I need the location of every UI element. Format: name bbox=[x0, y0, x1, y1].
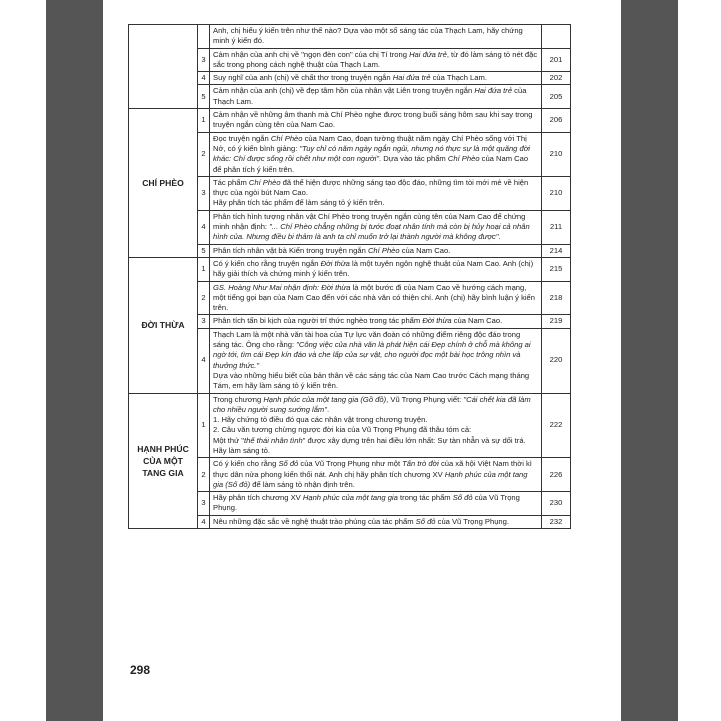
question-text bbox=[210, 210, 542, 244]
text-run: 1. Hãy chứng tỏ điều đó qua các nhân vật trong chương truyện. bbox=[213, 415, 428, 425]
question-text bbox=[210, 515, 542, 528]
italic-text: Số đỏ bbox=[278, 459, 299, 469]
text-run: . Dựa vào tác phẩm bbox=[379, 154, 448, 164]
italic-text: Tấn trò đời bbox=[402, 459, 439, 469]
italic-text: Hai đứa trẻ bbox=[392, 73, 431, 83]
question-number: 1 bbox=[198, 393, 210, 458]
text-run: , từ đó làm sáng tỏ nét đặc sắc trong phong cách nghệ thuật của Thạch Lam. bbox=[213, 49, 538, 69]
italic-text: Số đỏ bbox=[415, 516, 436, 526]
category-cell: ĐỜI THỪA bbox=[129, 257, 198, 393]
question-text bbox=[210, 328, 542, 393]
table-row bbox=[129, 257, 571, 281]
question-text bbox=[210, 132, 542, 176]
text-run: Có ý kiến cho rằng truyện ngắn bbox=[213, 258, 321, 268]
table-row bbox=[129, 393, 571, 458]
page-reference: 230 bbox=[542, 492, 571, 516]
contents-table bbox=[128, 24, 571, 529]
question-number: 4 bbox=[198, 72, 210, 85]
text-run: Cảm nhận về những âm thanh mà Chí Phèo nghe được trong buổi sáng hôm sau khi say trong truyện ngắn cùng tên của Nam Cao. bbox=[213, 110, 533, 130]
question-number: 2 bbox=[198, 281, 210, 315]
text-run: Cảm nhận của anh (chị) về đẹp tâm hồn của nhân vật Liên trong truyện ngắn bbox=[213, 86, 475, 96]
text-run: Anh, chị hiểu ý kiến trên như thế nào? Dựa vào một số sáng tác của Thạch Lam, hãy chứng minh ý kiến đó. bbox=[213, 26, 523, 46]
text-run: Suy nghĩ của anh (chị) về chất thơ trong truyện ngắn bbox=[213, 73, 393, 83]
text-run: của Vũ Trọng Phụng như một bbox=[298, 459, 403, 469]
italic-text: "Cái chết kia đã làm cho nhiều người sung sướng lắm" bbox=[213, 394, 531, 414]
italic-text: "... Chí Phèo chẳng những bị tước đoạt nhân tính mà còn bị hủy hoại cả nhân hình của. Nhưng điều bi thảm là anh ta chỉ muốn trở lại thành người mà không được" bbox=[213, 222, 530, 242]
italic-text: Hạnh phúc của một tang gia bbox=[302, 493, 398, 503]
page-reference: 214 bbox=[542, 244, 571, 257]
text-run: Dựa vào những hiểu biết của bản thân về các sáng tác của Nam Cao trước Cách mạng tháng Tám, em hãy làm sáng tỏ ý kiến trên. bbox=[213, 370, 530, 391]
text-run: Phân tích nhân vật bà Kiến trong truyện ngắn bbox=[213, 245, 368, 255]
question-text bbox=[210, 257, 542, 281]
text-run: của Thạch Lam. bbox=[213, 86, 527, 106]
page-reference: 210 bbox=[542, 176, 571, 210]
contents-table-body bbox=[129, 25, 571, 529]
question-text bbox=[210, 85, 542, 109]
question-text bbox=[210, 281, 542, 315]
page-reference: 222 bbox=[542, 393, 571, 458]
italic-text: Chí Phèo bbox=[248, 177, 281, 187]
question-text bbox=[210, 25, 542, 49]
text-run: Có ý kiến cho rằng bbox=[213, 459, 279, 469]
italic-text: "Tuy chỉ có năm ngày ngắn ngủi, nhưng nó thực sự là một quãng đời khác: Chí được sống rồi chết như một con người" bbox=[213, 143, 530, 164]
page-reference: 211 bbox=[542, 210, 571, 244]
question-number: 3 bbox=[198, 492, 210, 516]
question-text bbox=[210, 393, 542, 458]
text-run: Hãy phân tích tác phẩm để làm sáng tỏ ý kiến trên. bbox=[213, 198, 385, 208]
italic-text: Chí Phèo bbox=[270, 133, 303, 143]
text-run: của Vũ Trọng Phụng. bbox=[213, 493, 520, 513]
page-reference: 205 bbox=[542, 85, 571, 109]
italic-text: Hạnh phúc của một tang gia (Gồ đồ) bbox=[263, 394, 387, 404]
page-number: 298 bbox=[130, 663, 151, 677]
italic-text: Hạnh phúc của một tang gia (Số đỏ) bbox=[213, 469, 528, 489]
text-run: đã thể hiện được những sáng tạo độc đáo, những tìm tòi mới mẻ về hiện thực của ngòi bút Nam Cao. bbox=[213, 177, 529, 198]
page-reference: 226 bbox=[542, 458, 571, 492]
page-reference: 202 bbox=[542, 72, 571, 85]
italic-text: Chí Phèo bbox=[447, 154, 480, 164]
text-run: của Nam Cao để phân tích ý kiến trên. bbox=[213, 154, 529, 174]
text-run: Nêu những đặc sắc về nghệ thuật trào phúng của tác phẩm bbox=[213, 516, 416, 526]
question-number: 4 bbox=[198, 210, 210, 244]
table-row bbox=[129, 25, 571, 49]
page-reference: 210 bbox=[542, 132, 571, 176]
question-number: 3 bbox=[198, 315, 210, 328]
category-cell: CHÍ PHÈO bbox=[129, 109, 198, 258]
text-run: Phân tích hình tượng nhân vật Chí Phèo trong truyện ngắn cùng tên của Nam Cao để chứng minh nhận định: bbox=[213, 211, 526, 232]
text-run: . bbox=[498, 232, 501, 242]
question-number: 2 bbox=[198, 458, 210, 492]
italic-text: "Công việc của nhà văn là phát hiện cái Đẹp chính ở chỗ mà không ai ngờ tới, tìm cái Đẹp kín đáo và che lấp của sự vật, cho người đọc một bài học trông nhìn và thưởng thức." bbox=[213, 340, 531, 370]
page-reference: 219 bbox=[542, 315, 571, 328]
book-page bbox=[103, 0, 621, 721]
category-cell bbox=[129, 25, 198, 109]
text-run: Đọc truyện ngắn bbox=[213, 133, 271, 143]
italic-text: Đời thừa bbox=[422, 316, 452, 326]
right-background-bar bbox=[621, 0, 678, 721]
text-run: trong tác phẩm bbox=[397, 493, 453, 503]
text-run: Phân tích tấn bi kịch của người trí thức nghèo trong tác phẩm bbox=[213, 316, 423, 326]
page-reference: 220 bbox=[542, 328, 571, 393]
italic-text: Hai đứa trẻ bbox=[409, 49, 447, 59]
question-text bbox=[210, 48, 542, 72]
page-reference: 232 bbox=[542, 515, 571, 528]
table-row bbox=[129, 109, 571, 133]
italic-text: GS. Hoàng Như Mai nhận định: Đời thừa bbox=[213, 282, 351, 292]
question-text bbox=[210, 315, 542, 328]
text-run: của Nam Cao, đoạn tường thuật năm ngày Chí Phèo sống với Thị Nở, có ý kiến bình giảng: bbox=[213, 133, 527, 153]
italic-text: Hai đứa trẻ bbox=[474, 86, 513, 96]
text-run: Hãy phân tích chương XV bbox=[213, 493, 303, 503]
text-run: 2. Câu văn tương chừng ngược đời kia của Vũ Trọng Phụng đã thâu tóm cả: bbox=[213, 425, 472, 435]
text-run: là một bước đi của Nam Cao về hướng cách mạng, một tiếng gọi bạn của Nam Cao đến với các nhà văn có thiện chí. Anh (chị) hãy bình luận ý kiến trên. bbox=[213, 282, 535, 313]
question-number: 5 bbox=[198, 244, 210, 257]
question-number bbox=[198, 25, 210, 49]
italic-text: Số đỏ bbox=[452, 493, 473, 503]
question-text bbox=[210, 176, 542, 210]
question-text bbox=[210, 72, 542, 85]
text-run: Tác phẩm bbox=[213, 177, 249, 187]
text-run: Một thứ " bbox=[213, 435, 244, 445]
category-cell: HẠNH PHÚC CỦA MỘT TANG GIA bbox=[129, 393, 198, 529]
question-number: 1 bbox=[198, 257, 210, 281]
text-run: của Vũ Trọng Phụng. bbox=[435, 516, 509, 526]
italic-text: Đời thừa bbox=[320, 258, 350, 268]
text-run: của Nam Cao. bbox=[451, 316, 503, 326]
question-text bbox=[210, 244, 542, 257]
question-text bbox=[210, 492, 542, 516]
text-run: của xã hội Việt Nam thời kì thực dân nửa phong kiến thối nát. Anh chị hãy phân tích chương XV bbox=[213, 459, 532, 479]
question-number: 5 bbox=[198, 85, 210, 109]
page-reference: 201 bbox=[542, 48, 571, 72]
question-number: 1 bbox=[198, 109, 210, 133]
italic-text: Chí Phèo bbox=[367, 245, 400, 255]
question-number: 3 bbox=[198, 48, 210, 72]
text-run: Trong chương bbox=[213, 394, 264, 404]
question-text bbox=[210, 458, 542, 492]
text-run: Thạch Lam là một nhà văn tài hoa của Tự lực văn đoàn có những điểm riêng độc đáo trong sáng tác. Ông cho rằng: bbox=[213, 329, 521, 350]
text-run: để làm sáng tỏ nhận định trên. bbox=[250, 479, 355, 489]
question-number: 3 bbox=[198, 176, 210, 210]
left-background-bar bbox=[46, 0, 103, 721]
question-text bbox=[210, 109, 542, 133]
text-run: . bbox=[326, 404, 330, 414]
text-run: , Vũ Trọng Phụng viết: bbox=[386, 394, 464, 404]
page-reference bbox=[542, 25, 571, 49]
page-reference: 215 bbox=[542, 257, 571, 281]
text-run: của Thạch Lam. bbox=[430, 73, 487, 83]
text-run: Cảm nhận của anh chị về "ngọn đèn con" của chị Tí trong bbox=[213, 49, 410, 59]
text-run: là một tuyên ngôn nghệ thuật của Nam Cao. Anh (chị) hãy giải thích và chứng minh ý kiến trên. bbox=[213, 258, 534, 279]
question-number: 4 bbox=[198, 515, 210, 528]
italic-text: thế thái nhân tình bbox=[244, 435, 303, 445]
page-reference: 206 bbox=[542, 109, 571, 133]
text-run: " được xây dựng trên hai điều lớn nhất: Sự tàn nhẫn và sự dối trá. Hãy làm sáng tỏ. bbox=[213, 435, 526, 455]
question-number: 2 bbox=[198, 132, 210, 176]
text-run: của Nam Cao. bbox=[399, 245, 451, 255]
page-reference: 218 bbox=[542, 281, 571, 315]
question-number: 4 bbox=[198, 328, 210, 393]
